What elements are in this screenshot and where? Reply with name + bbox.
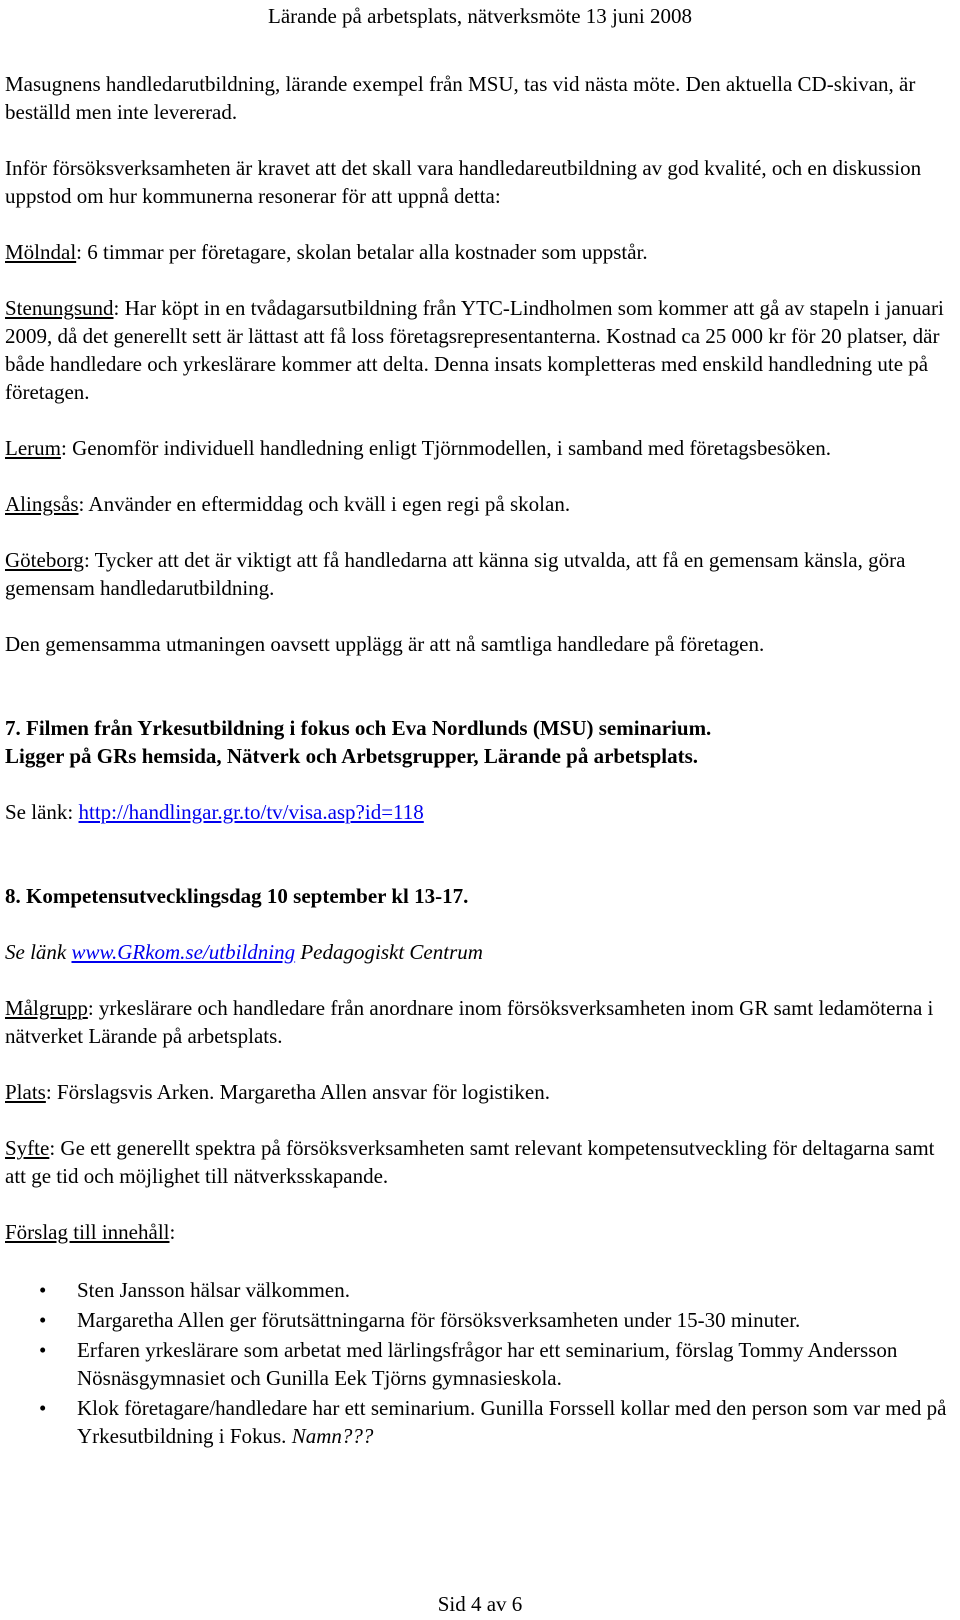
namn-placeholder: Namn??? [291, 1424, 374, 1448]
list-item: • Klok företagare/handledare har ett seminarium. Gunilla Forssell kollar med den person som var med på Yrkesutbildning i Fokus. Namn??? [39, 1396, 947, 1448]
paragraph-syfte [5, 1134, 950, 1190]
municipality-name: Göteborg [5, 548, 84, 572]
link-suffix: Pedagogiskt Centrum [295, 940, 483, 964]
bullet-icon: • [39, 1308, 47, 1332]
paragraph-goteborg [5, 546, 950, 602]
section-7 [5, 714, 950, 826]
paragraph-infor: Inför försöksverksamheten är kravet att det skall vara handledareutbildning av god kvalité, och en diskussion uppstod om hur kommunerna resonerar för att uppnå detta: [5, 156, 922, 208]
section-8-heading: 8. Kompetensutvecklingsdag 10 september kl 13-17. [5, 884, 469, 908]
section-8-link-line [5, 938, 950, 966]
content-bullet-list [5, 1276, 950, 1450]
syfte-label: Syfte [5, 1136, 50, 1160]
film-link[interactable]: http://handlingar.gr.to/tv/visa.asp?id=118 [78, 800, 424, 824]
paragraph-alingsas [5, 490, 950, 518]
paragraph-malgrupp [5, 994, 950, 1050]
page-header: Lärande på arbetsplats, nätverksmöte 13 juni 2008 [268, 4, 692, 28]
malgrupp-label: Målgrupp [5, 996, 88, 1020]
bullet-icon: • [39, 1278, 47, 1302]
page-footer: Sid 4 av 6 [437, 1592, 523, 1616]
municipality-text: : Tycker att det är viktigt att få handledarna att känna sig utvalda, att få en gemensam känsla, göra gemensam handledarutbildning. [5, 548, 906, 600]
municipality-text: : Har köpt in en tvådagarsutbildning från YTC-Lindholmen som kommer att gå av stapeln i januari 2009, då det generellt sett är lättast att få loss företagsrepresentanterna. Kostnad ca 25 000 kr för 20 platser, där både handledare och yrkeslärare kommer att delta. Denna insats kompletteras med enskild handledning ute på företagen. [5, 296, 944, 404]
bullet-icon: • [39, 1338, 47, 1362]
section-7-heading-line2: Ligger på GRs hemsida, Nätverk och Arbetsgrupper, Lärande på arbetsplats. [5, 744, 699, 768]
section-7-heading-line1: 7. Filmen från Yrkesutbildning i fokus och Eva Nordlunds (MSU) seminarium. [5, 716, 712, 740]
paragraph-plats [5, 1078, 950, 1106]
municipality-text: : Genomför individuell handledning enligt Tjörnmodellen, i samband med företagsbesöken. [60, 436, 832, 460]
paragraph-lerum [5, 434, 950, 462]
municipality-text: : 6 timmar per företagare, skolan betalar alla kostnader som uppstår. [76, 240, 648, 264]
bullet-icon: • [39, 1396, 47, 1420]
paragraph-molndal [5, 238, 950, 266]
plats-label: Plats [5, 1080, 46, 1104]
document-body [5, 70, 950, 1452]
syfte-text: : Ge ett generellt spektra på försöksverksamheten samt relevant kompetensutveckling för deltagarna samt att ge tid och möjlighet till nätverksskapande. [5, 1136, 935, 1188]
municipality-name: Lerum [5, 436, 61, 460]
paragraph-stenungsund [5, 294, 950, 406]
paragraph-forslag [5, 1218, 950, 1246]
section-8 [5, 882, 950, 1450]
grkom-link[interactable]: www.GRkom.se/utbildning [71, 940, 296, 964]
forslag-label: Förslag till innehåll [5, 1220, 170, 1244]
municipality-name: Stenungsund [5, 296, 114, 320]
paragraph-msu: Masugnens handledarutbildning, lärande exempel från MSU, tas vid nästa möte. Den aktuella CD-skivan, är beställd men inte levererad. [5, 72, 916, 124]
paragraph-common-challenge: Den gemensamma utmaningen oavsett upplägg är att nå samtliga handledare på företagen. [5, 632, 765, 656]
section-7-link-line [5, 798, 950, 826]
municipality-name: Alingsås [5, 492, 79, 516]
list-item: • Margaretha Allen ger förutsättningarna för försöksverksamheten under 15-30 minuter. [39, 1308, 801, 1332]
municipality-text: : Använder en eftermiddag och kväll i egen regi på skolan. [78, 492, 571, 516]
link-prefix: Se länk: [5, 800, 79, 824]
plats-text: : Förslagsvis Arken. Margaretha Allen ansvar för logistiken. [45, 1080, 550, 1104]
list-item: • Sten Jansson hälsar välkommen. [39, 1278, 350, 1302]
list-item: • Erfaren yrkeslärare som arbetat med lärlingsfrågor har ett seminarium, förslag Tommy Andersson Nösnäsgymnasiet och Gunilla Eek Tjörns gymnasieskola. [39, 1338, 898, 1390]
malgrupp-text: : yrkeslärare och handledare från anordnare inom försöksverksamheten inom GR samt ledamöterna i nätverket Lärande på arbetsplats. [5, 996, 934, 1048]
link-prefix: Se länk [5, 940, 72, 964]
municipality-name: Mölndal [5, 240, 77, 264]
forslag-suffix: : [169, 1220, 176, 1244]
